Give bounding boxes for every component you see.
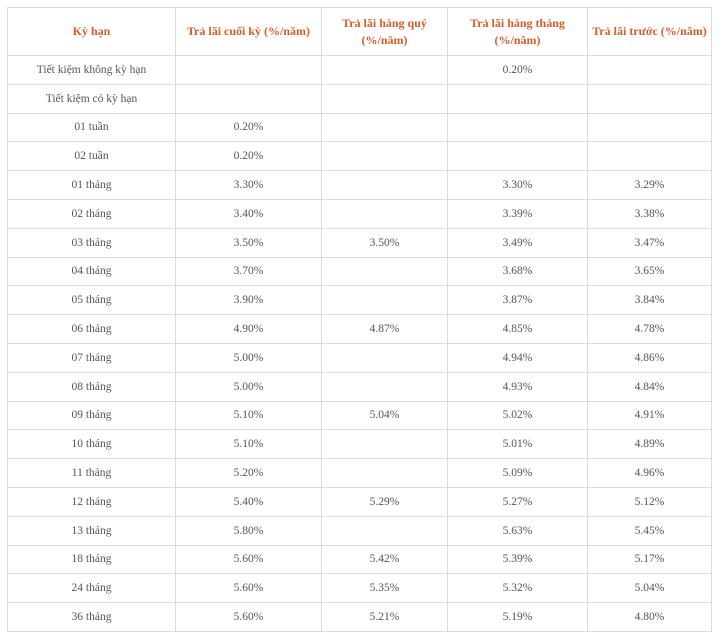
upfront-rate-cell: 5.45% (588, 516, 712, 545)
term-cell: 09 tháng (8, 401, 176, 430)
upfront-rate-cell: 4.80% (588, 603, 712, 632)
monthly-rate-cell: 4.94% (448, 343, 588, 372)
end-of-term-rate-cell: 5.10% (176, 401, 322, 430)
table-row (8, 430, 712, 459)
term-cell: 06 tháng (8, 315, 176, 344)
table-row (8, 401, 712, 430)
monthly-rate-cell (448, 142, 588, 171)
header-quarterly: Trả lãi hàng quý (%/năm) (322, 8, 448, 56)
header-end-of-term: Trả lãi cuối kỳ (%/năm) (176, 8, 322, 56)
end-of-term-rate-cell: 3.90% (176, 286, 322, 315)
upfront-rate-cell: 3.84% (588, 286, 712, 315)
term-cell: 08 tháng (8, 372, 176, 401)
upfront-rate-cell: 5.17% (588, 545, 712, 574)
monthly-rate-cell: 5.32% (448, 574, 588, 603)
term-cell: 18 tháng (8, 545, 176, 574)
upfront-rate-cell: 3.47% (588, 228, 712, 257)
end-of-term-rate-cell: 5.00% (176, 343, 322, 372)
end-of-term-rate-cell: 5.80% (176, 516, 322, 545)
quarterly-rate-cell (322, 430, 448, 459)
quarterly-rate-cell: 4.87% (322, 315, 448, 344)
term-cell: Tiết kiệm có kỳ hạn (8, 84, 176, 113)
upfront-rate-cell: 4.86% (588, 343, 712, 372)
quarterly-rate-cell (322, 84, 448, 113)
term-cell: 13 tháng (8, 516, 176, 545)
end-of-term-rate-cell: 5.00% (176, 372, 322, 401)
table-row (8, 372, 712, 401)
end-of-term-rate-cell: 3.30% (176, 171, 322, 200)
upfront-rate-cell: 4.78% (588, 315, 712, 344)
upfront-rate-cell: 5.12% (588, 487, 712, 516)
term-cell: 36 tháng (8, 603, 176, 632)
table-row (8, 142, 712, 171)
table-row (8, 574, 712, 603)
quarterly-rate-cell (322, 257, 448, 286)
interest-rate-table (7, 7, 712, 632)
monthly-rate-cell: 3.39% (448, 199, 588, 228)
upfront-rate-cell: 4.84% (588, 372, 712, 401)
end-of-term-rate-cell: 5.40% (176, 487, 322, 516)
table-body (8, 56, 712, 632)
header-monthly: Trả lãi hàng tháng (%/năm) (448, 8, 588, 56)
upfront-rate-cell: 3.29% (588, 171, 712, 200)
end-of-term-rate-cell: 0.20% (176, 142, 322, 171)
monthly-rate-cell: 4.85% (448, 315, 588, 344)
end-of-term-rate-cell: 5.10% (176, 430, 322, 459)
upfront-rate-cell (588, 56, 712, 85)
upfront-rate-cell: 4.96% (588, 459, 712, 488)
monthly-rate-cell: 4.93% (448, 372, 588, 401)
upfront-rate-cell: 4.91% (588, 401, 712, 430)
monthly-rate-cell: 5.19% (448, 603, 588, 632)
upfront-rate-cell (588, 84, 712, 113)
table-row (8, 516, 712, 545)
table-row (8, 603, 712, 632)
term-cell: 04 tháng (8, 257, 176, 286)
monthly-rate-cell: 3.30% (448, 171, 588, 200)
table-row (8, 487, 712, 516)
end-of-term-rate-cell: 3.50% (176, 228, 322, 257)
term-cell: 05 tháng (8, 286, 176, 315)
upfront-rate-cell: 5.04% (588, 574, 712, 603)
quarterly-rate-cell (322, 56, 448, 85)
term-cell: 03 tháng (8, 228, 176, 257)
monthly-rate-cell: 3.49% (448, 228, 588, 257)
end-of-term-rate-cell: 5.60% (176, 603, 322, 632)
table-row (8, 545, 712, 574)
monthly-rate-cell: 5.63% (448, 516, 588, 545)
term-cell: 02 tháng (8, 199, 176, 228)
monthly-rate-cell: 5.09% (448, 459, 588, 488)
end-of-term-rate-cell (176, 56, 322, 85)
quarterly-rate-cell: 3.50% (322, 228, 448, 257)
term-cell: 11 tháng (8, 459, 176, 488)
monthly-rate-cell: 5.01% (448, 430, 588, 459)
quarterly-rate-cell (322, 372, 448, 401)
table-row (8, 286, 712, 315)
monthly-rate-cell: 5.39% (448, 545, 588, 574)
quarterly-rate-cell: 5.21% (322, 603, 448, 632)
quarterly-rate-cell (322, 171, 448, 200)
quarterly-rate-cell (322, 199, 448, 228)
quarterly-rate-cell: 5.35% (322, 574, 448, 603)
table-row (8, 84, 712, 113)
term-cell: 02 tuần (8, 142, 176, 171)
upfront-rate-cell (588, 113, 712, 142)
end-of-term-rate-cell (176, 84, 322, 113)
table-row (8, 257, 712, 286)
table-row (8, 56, 712, 85)
end-of-term-rate-cell: 5.60% (176, 574, 322, 603)
table-row (8, 459, 712, 488)
monthly-rate-cell (448, 113, 588, 142)
end-of-term-rate-cell: 0.20% (176, 113, 322, 142)
table-row (8, 343, 712, 372)
quarterly-rate-cell: 5.04% (322, 401, 448, 430)
quarterly-rate-cell (322, 459, 448, 488)
term-cell: 10 tháng (8, 430, 176, 459)
quarterly-rate-cell (322, 113, 448, 142)
table-row (8, 113, 712, 142)
table-header (8, 8, 712, 56)
table-row (8, 171, 712, 200)
monthly-rate-cell: 0.20% (448, 56, 588, 85)
quarterly-rate-cell (322, 516, 448, 545)
quarterly-rate-cell (322, 343, 448, 372)
table-row (8, 315, 712, 344)
monthly-rate-cell: 3.68% (448, 257, 588, 286)
quarterly-rate-cell (322, 286, 448, 315)
end-of-term-rate-cell: 4.90% (176, 315, 322, 344)
term-cell: 07 tháng (8, 343, 176, 372)
upfront-rate-cell: 3.38% (588, 199, 712, 228)
term-cell: 12 tháng (8, 487, 176, 516)
quarterly-rate-cell: 5.42% (322, 545, 448, 574)
quarterly-rate-cell (322, 142, 448, 171)
monthly-rate-cell: 3.87% (448, 286, 588, 315)
table-row (8, 199, 712, 228)
header-row (8, 8, 712, 56)
monthly-rate-cell (448, 84, 588, 113)
table-row (8, 228, 712, 257)
end-of-term-rate-cell: 5.20% (176, 459, 322, 488)
term-cell: 24 tháng (8, 574, 176, 603)
upfront-rate-cell: 4.89% (588, 430, 712, 459)
upfront-rate-cell: 3.65% (588, 257, 712, 286)
end-of-term-rate-cell: 5.60% (176, 545, 322, 574)
quarterly-rate-cell: 5.29% (322, 487, 448, 516)
monthly-rate-cell: 5.27% (448, 487, 588, 516)
header-term: Kỳ hạn (8, 8, 176, 56)
term-cell: 01 tháng (8, 171, 176, 200)
end-of-term-rate-cell: 3.40% (176, 199, 322, 228)
monthly-rate-cell: 5.02% (448, 401, 588, 430)
end-of-term-rate-cell: 3.70% (176, 257, 322, 286)
term-cell: 01 tuần (8, 113, 176, 142)
term-cell: Tiết kiệm không kỳ hạn (8, 56, 176, 85)
upfront-rate-cell (588, 142, 712, 171)
header-upfront: Trả lãi trước (%/năm) (588, 8, 712, 56)
